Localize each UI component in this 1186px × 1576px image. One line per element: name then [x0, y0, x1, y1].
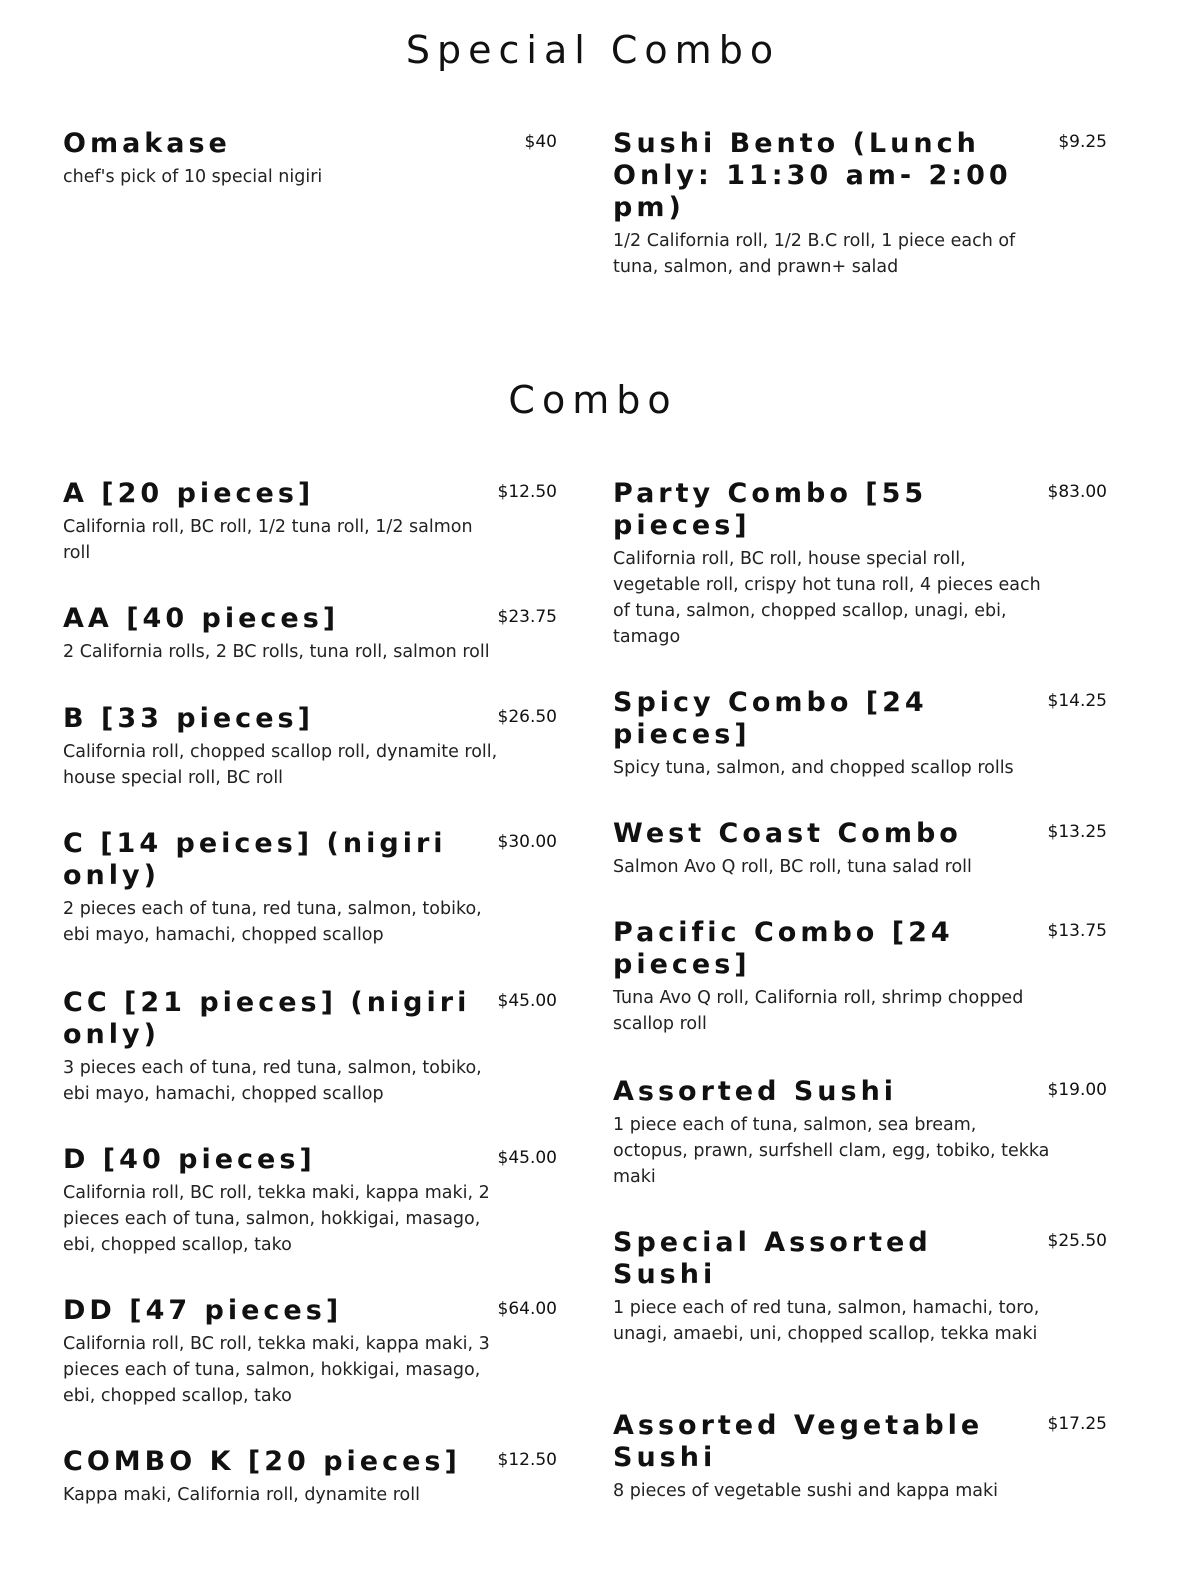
- item-name: C [14 peices] (nigiri only): [63, 828, 447, 891]
- item-description: Salmon Avo Q roll, BC roll, tuna salad roll: [613, 857, 972, 877]
- item-price: $64.00: [497, 1299, 557, 1319]
- item-name: D [40 pieces]: [63, 1144, 316, 1175]
- item-description: Spicy tuna, salmon, and chopped scallop rolls: [613, 758, 1014, 778]
- item-name: DD [47 pieces]: [63, 1295, 343, 1326]
- item-price: $13.25: [1047, 822, 1107, 842]
- item-name: Omakase: [63, 128, 231, 159]
- menu-item: [613, 478, 1107, 650]
- item-price: $12.50: [497, 1450, 557, 1470]
- menu-item: [63, 128, 557, 190]
- item-description: California roll, chopped scallop roll, dynamite roll, house special roll, BC roll: [63, 742, 498, 788]
- item-price: $13.75: [1047, 921, 1107, 941]
- item-description: 1 piece each of tuna, salmon, sea bream, octopus, prawn, surfshell clam, egg, tobiko, tekka maki: [613, 1115, 1050, 1187]
- item-price: $30.00: [497, 832, 557, 852]
- menu-item: [613, 687, 1107, 781]
- item-price: $45.00: [497, 1148, 557, 1168]
- item-description: 1 piece each of red tuna, salmon, hamachi, toro, unagi, amaebi, uni, chopped scallop, tekka maki: [613, 1298, 1040, 1344]
- item-description: Kappa maki, California roll, dynamite roll: [63, 1485, 420, 1505]
- menu-item: [63, 987, 557, 1107]
- menu-item: [63, 1144, 557, 1258]
- item-name: Assorted Vegetable Sushi: [613, 1410, 984, 1473]
- item-description: California roll, BC roll, tekka maki, kappa maki, 2 pieces each of tuna, salmon, hokkigai, masago, ebi, chopped scallop, tako: [63, 1183, 490, 1255]
- section-title-special-combo: Special Combo: [405, 28, 781, 72]
- item-name: Pacific Combo [24 pieces]: [613, 917, 954, 980]
- item-price: $17.25: [1047, 1414, 1107, 1434]
- menu-item: [63, 703, 557, 791]
- item-name: Party Combo [55 pieces]: [613, 478, 928, 541]
- item-name: West Coast Combo: [613, 818, 962, 849]
- item-description: 1/2 California roll, 1/2 B.C roll, 1 piece each of tuna, salmon, and prawn+ salad: [613, 231, 1016, 277]
- item-price: $25.50: [1047, 1231, 1107, 1251]
- item-name: Spicy Combo [24 pieces]: [613, 687, 928, 750]
- item-description: 2 pieces each of tuna, red tuna, salmon, tobiko, ebi mayo, hamachi, chopped scallop: [63, 899, 482, 945]
- item-price: $26.50: [497, 707, 557, 727]
- menu-item: [613, 128, 1107, 280]
- item-description: Tuna Avo Q roll, California roll, shrimp chopped scallop roll: [613, 988, 1024, 1034]
- item-description: California roll, BC roll, tekka maki, kappa maki, 3 pieces each of tuna, salmon, hokkigai, masago, ebi, chopped scallop, tako: [63, 1334, 490, 1406]
- item-price: $14.25: [1047, 691, 1107, 711]
- section-title-combo: Combo: [508, 378, 678, 422]
- item-price: $83.00: [1047, 482, 1107, 502]
- menu-item: [63, 1446, 557, 1508]
- item-price: $19.00: [1047, 1080, 1107, 1100]
- item-description: 2 California rolls, 2 BC rolls, tuna roll, salmon roll: [63, 642, 490, 662]
- item-name: COMBO K [20 pieces]: [63, 1446, 461, 1477]
- item-description: California roll, BC roll, 1/2 tuna roll, 1/2 salmon roll: [63, 517, 473, 563]
- item-name: CC [21 pieces] (nigiri only): [63, 987, 471, 1050]
- item-name: Sushi Bento (Lunch Only: 11:30 am- 2:00 pm): [613, 128, 1012, 223]
- item-price: $40: [524, 132, 557, 152]
- item-name: Special Assorted Sushi: [613, 1227, 932, 1290]
- menu-item: [613, 818, 1107, 880]
- item-description: chef's pick of 10 special nigiri: [63, 167, 323, 187]
- item-price: $12.50: [497, 482, 557, 502]
- item-price: $9.25: [1058, 132, 1107, 152]
- menu-item: [613, 1410, 1107, 1504]
- item-price: $23.75: [497, 607, 557, 627]
- menu-item: [63, 828, 557, 948]
- menu-item: [613, 917, 1107, 1037]
- item-description: 8 pieces of vegetable sushi and kappa maki: [613, 1481, 998, 1501]
- item-name: AA [40 pieces]: [63, 603, 340, 634]
- item-name: B [33 pieces]: [63, 703, 314, 734]
- menu-item: [63, 1295, 557, 1409]
- item-name: A [20 pieces]: [63, 478, 315, 509]
- menu-item: [613, 1227, 1107, 1347]
- item-description: 3 pieces each of tuna, red tuna, salmon, tobiko, ebi mayo, hamachi, chopped scallop: [63, 1058, 482, 1104]
- menu-item: [63, 603, 557, 665]
- menu-item: [63, 478, 557, 566]
- item-name: Assorted Sushi: [613, 1076, 898, 1107]
- item-description: California roll, BC roll, house special roll, vegetable roll, crispy hot tuna roll, 4 pieces each of tuna, salmon, chopped scallop, unagi, ebi, tamago: [613, 549, 1041, 647]
- menu-item: [613, 1076, 1107, 1190]
- item-price: $45.00: [497, 991, 557, 1011]
